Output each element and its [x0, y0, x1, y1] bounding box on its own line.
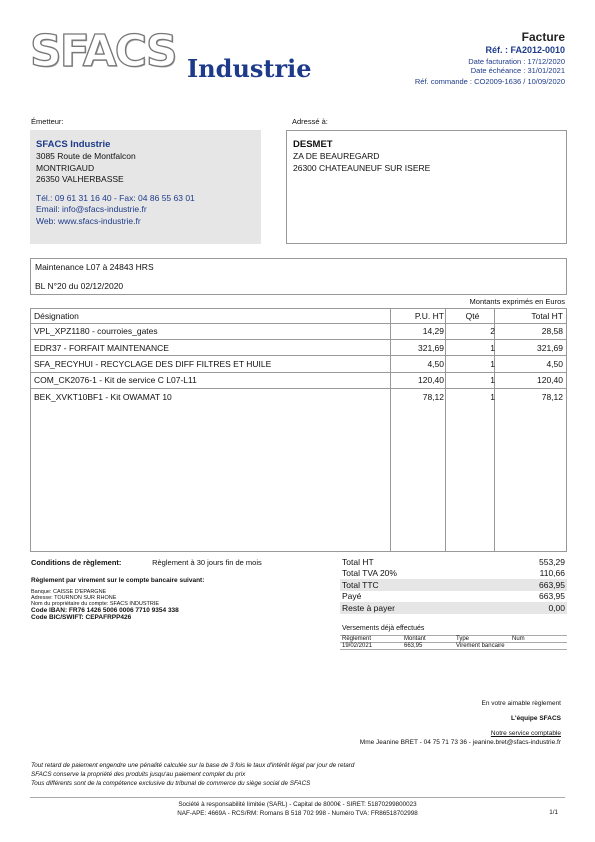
- row-total: 4,50: [546, 358, 563, 369]
- conditions-value: Règlement à 30 jours fin de mois: [152, 558, 262, 567]
- table-row: [31, 372, 566, 388]
- totals-row: [340, 556, 567, 568]
- col-unit-price: P.U. HT: [414, 311, 444, 321]
- closing-contact: Mme Jeanine BRET - 04 75 71 73 36 - jeanine.bret@sfacs-industrie.fr: [359, 739, 561, 746]
- footer: [30, 800, 565, 818]
- legal-line-3: Tous différents sont de la compétence exclusive du tribunal de commerce du siège social de SFACS: [31, 780, 311, 787]
- payments-col-amount: Montant: [404, 636, 426, 642]
- closing-regards: En votre aimable règlement: [481, 700, 561, 707]
- bank-name: Banque: CAISSE D'EPARGNE: [31, 589, 107, 595]
- totals-value: 553,29: [539, 556, 565, 567]
- payments-col-num: Num: [512, 636, 525, 642]
- row-designation: VPL_XPZ1180 - courroies_gates: [34, 325, 158, 336]
- row-unit-price: 78,12: [422, 392, 444, 402]
- emitter-name: SFACS Industrie: [36, 139, 111, 150]
- row-quantity: 1: [490, 375, 495, 386]
- row-quantity: 2: [490, 325, 495, 336]
- recipient-label: Adressé à:: [292, 117, 328, 126]
- notes-line-2: BL N°20 du 02/12/2020: [35, 281, 124, 291]
- row-quantity: 1: [490, 392, 495, 402]
- col-total: Total HT: [531, 311, 563, 321]
- totals-label: Reste à payer: [342, 602, 395, 613]
- legal-notice: [31, 761, 354, 788]
- emitter-email[interactable]: Email: info@sfacs-industrie.fr: [36, 204, 147, 215]
- recipient-address-1: ZA DE BEAUREGARD: [293, 151, 380, 162]
- emitter-label: Émetteur:: [31, 117, 64, 126]
- items-header-row: [31, 309, 566, 323]
- row-designation: EDR37 - FORFAIT MAINTENANCE: [34, 342, 169, 353]
- legal-line-1: Tout retard de paiement engendre une pénalité calculée sur la base de 3 fois le taux d'intérêt légal par jour de retard: [31, 762, 355, 769]
- totals-value: 110,66: [539, 568, 565, 579]
- payment-amount: 663,95: [404, 643, 423, 649]
- payments-col-date: Règlement: [342, 636, 372, 642]
- conditions-label: Conditions de règlement:: [31, 558, 122, 567]
- emitter-address-3: 26350 VALHERBASSE: [36, 173, 124, 184]
- items-table: [30, 308, 567, 552]
- invoice-header: [285, 30, 565, 86]
- payment-conditions: [31, 558, 331, 621]
- totals-row: [340, 591, 567, 603]
- totals-value: 663,95: [539, 591, 565, 602]
- payments-title: Versements déjà effectués: [342, 625, 425, 632]
- totals-label: Payé: [342, 591, 362, 602]
- row-designation: SFA_RECYHUI - RECYCLAGE DES DIFF FILTRES ET HUILE: [34, 358, 272, 369]
- totals-row: [340, 568, 567, 580]
- recipient-name: DESMET: [293, 139, 333, 150]
- payments-header-row: [340, 636, 567, 643]
- logo-word: Industrie: [187, 54, 312, 83]
- invoice-ref: Réf. : FA2012-0010: [485, 45, 565, 55]
- totals-row: [340, 602, 567, 614]
- transfer-title: Règlement par virement sur le compte bancaire suivant:: [31, 577, 205, 584]
- totals-label: Total TTC: [342, 579, 379, 590]
- row-total: 321,69: [537, 342, 563, 353]
- recipient-box: [286, 130, 567, 244]
- table-row: [31, 356, 566, 372]
- row-total: 78,12: [541, 392, 563, 402]
- col-quantity: Qté: [465, 311, 480, 321]
- currency-note: Montants exprimés en Euros: [469, 297, 565, 306]
- row-total: 120,40: [537, 375, 563, 386]
- table-row: [340, 643, 567, 650]
- payments-table: [340, 635, 567, 650]
- col-designation: Désignation: [34, 311, 79, 321]
- row-designation: BEK_XVKT10BF1 - Kit OWAMAT 10: [34, 392, 172, 402]
- emitter-phone: Tél.: 09 61 31 16 40 - Fax: 04 86 55 63 01: [36, 193, 195, 204]
- notes-box: [30, 258, 567, 295]
- closing-service: Notre service comptable: [490, 730, 561, 737]
- legal-line-2: SFACS conserve la propriété des produits jusqu'au paiement complet du prix: [31, 771, 246, 778]
- account-owner: Nom du propriétaire du compte: SFACS INDUSTRIE: [31, 601, 160, 607]
- bank-address: Adresse: TOURNON SUR RHONE: [31, 595, 117, 601]
- order-ref: Réf. commande : CO2009-1636 / 10/09/2020: [414, 77, 565, 86]
- footer-line-1: Société à responsabilité limitée (SARL) - Capital de 8000€ - SIRET: 51870299800023: [178, 801, 417, 808]
- row-quantity: 1: [490, 342, 495, 353]
- payment-num: [510, 643, 567, 650]
- row-unit-price: 4,50: [427, 358, 444, 369]
- page-number: 1/1: [549, 809, 558, 816]
- totals-value: 663,95: [539, 579, 565, 590]
- company-logo: [30, 24, 315, 84]
- recipient-address-2: 26300 CHATEAUNEUF SUR ISERE: [293, 162, 431, 173]
- row-unit-price: 321,69: [418, 342, 444, 353]
- emitter-box: [30, 130, 261, 244]
- table-row: [31, 339, 566, 355]
- payments-col-type: Type: [456, 636, 470, 642]
- payment-type: Virement bancaire: [456, 643, 505, 649]
- row-designation: COM_CK2076-1 - Kit de service C L07-L11: [34, 375, 197, 386]
- totals-table: [340, 556, 567, 614]
- iban: Code IBAN: FR76 1426 5006 0006 7710 9354 338: [31, 607, 179, 614]
- logo-brand: SFACS: [30, 26, 176, 77]
- row-quantity: 1: [490, 358, 495, 369]
- totals-label: Total HT: [342, 556, 374, 567]
- table-row: [31, 323, 566, 339]
- closing: [241, 700, 561, 746]
- table-row: [31, 389, 566, 405]
- bic: Code BIC/SWIFT: CEPAFRPP426: [31, 614, 132, 621]
- invoice-title: Facture: [521, 30, 565, 44]
- row-unit-price: 14,29: [422, 325, 444, 336]
- notes-line-1: Maintenance L07 à 24843 HRS: [35, 262, 154, 272]
- totals-value: 0,00: [548, 602, 565, 613]
- totals-label: Total TVA 20%: [342, 568, 397, 579]
- row-total: 28,58: [541, 325, 563, 336]
- invoice-date: Date facturation : 17/12/2020: [468, 57, 565, 66]
- footer-line-2: NAF-APE: 4669A - RCS/RM: Romans B 518 702 998 - Numéro TVA: FR86518702998: [177, 810, 418, 817]
- invoice-due-date: Date échéance : 31/01/2021: [470, 66, 565, 75]
- payment-date: 19/02/2021: [342, 643, 373, 649]
- footer-divider: [30, 797, 565, 798]
- closing-team: L'équipe SFACS: [511, 715, 561, 722]
- emitter-web[interactable]: Web: www.sfacs-industrie.fr: [36, 215, 141, 226]
- emitter-address-2: MONTRIGAUD: [36, 162, 95, 173]
- totals-row: [340, 579, 567, 591]
- row-unit-price: 120,40: [418, 375, 444, 386]
- emitter-address-1: 3085 Route de Montfalcon: [36, 151, 136, 162]
